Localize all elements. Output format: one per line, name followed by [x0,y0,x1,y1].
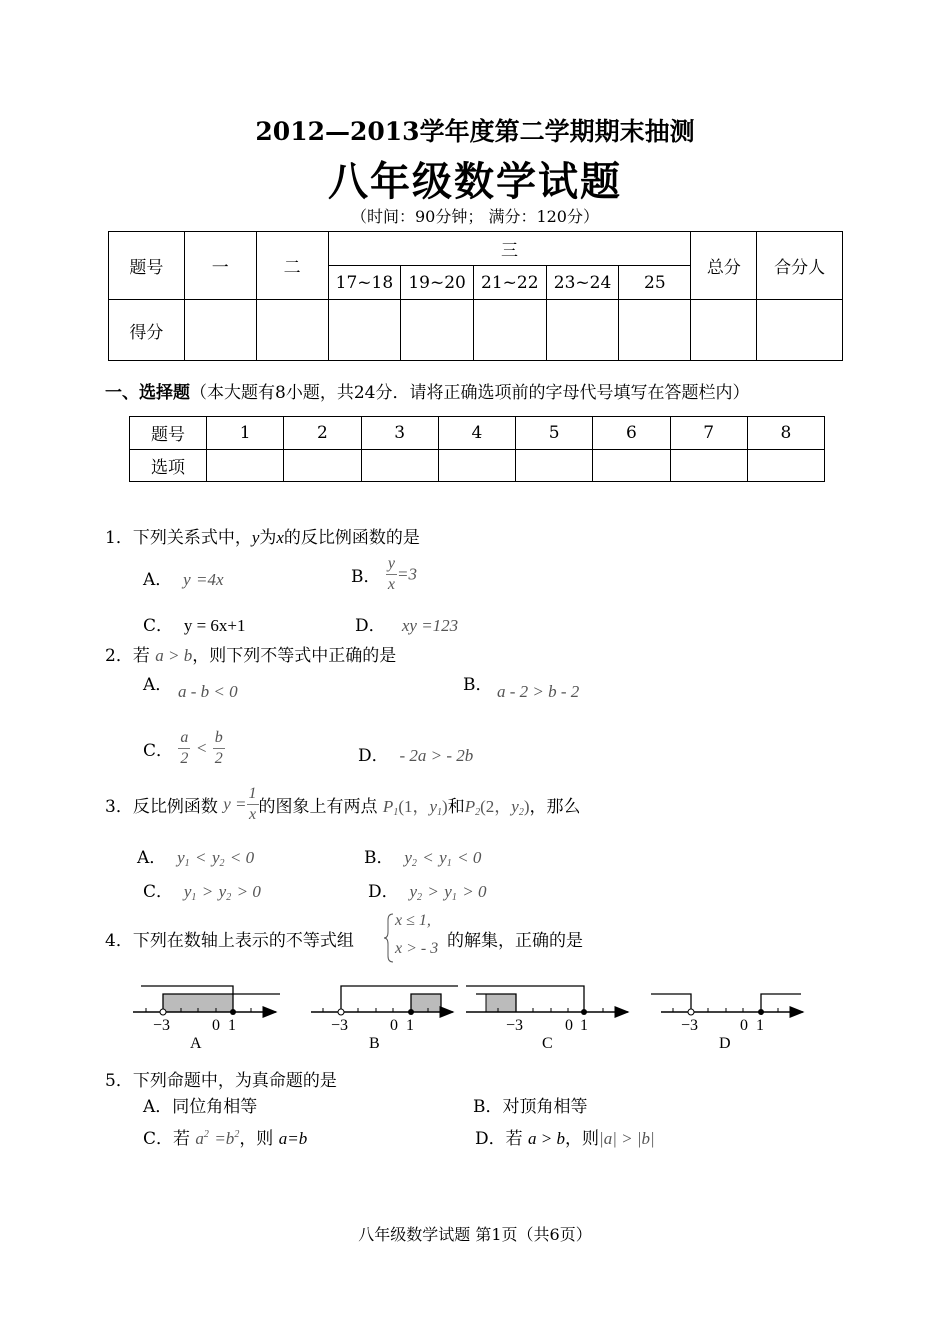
q5-option-d[interactable]: D．若 a > b，则|a| > |b| [475,1129,655,1149]
answer-table [129,416,825,482]
q3-option-b[interactable]: B． $y_2 < y_1 < 0$ [364,848,482,869]
number-line-a[interactable] [133,986,280,1052]
score-cell[interactable] [328,300,401,361]
fraction: $\frac{y}{x}$ [387,555,396,593]
answer-number: 3 [361,417,438,450]
tick-label: 1 [228,1017,236,1034]
q1-option-d[interactable]: D． xy =123 [355,616,459,636]
question-5-stem: 5．下列命题中，为真命题的是 [105,1071,337,1091]
score-header-1: 一 [184,232,256,300]
q3-option-c[interactable]: C． $y_1 > y_2 > 0$ [143,882,261,903]
number-lines [0,980,950,1060]
q5-option-c[interactable]: C．若 $a^2 =b^2$，则 a=b [143,1129,308,1149]
score-table [108,231,843,361]
question-2-stem: 2．若 a > b，则下列不等式中正确的是 [105,646,397,666]
answer-header-label: 题号 [130,417,207,450]
score-row-label: 得分 [109,300,185,361]
number-line-c[interactable] [466,986,628,1052]
tick-label: −3 [153,1017,171,1034]
exam-year-title: 2012—2013学年度第二学期期末抽测 [255,117,695,146]
score-cell[interactable] [619,300,691,361]
score-cell[interactable] [184,300,256,361]
svg-text:1: 1 [406,1017,414,1034]
score-cell[interactable] [691,300,757,361]
section-heading [105,378,749,403]
score-cell[interactable] [757,300,843,361]
score-subheader: 23~24 [546,266,619,300]
q5-option-a[interactable]: A．同位角相等 [143,1097,258,1117]
svg-text:1: 1 [580,1017,588,1034]
tick-label: 0 [212,1017,220,1034]
score-header-2: 二 [256,232,328,300]
svg-text:−3: −3 [506,1017,524,1034]
q5-option-b[interactable]: B．对顶角相等 [473,1097,588,1117]
svg-text:D: D [719,1035,731,1052]
number-line-b[interactable] [311,986,458,1052]
exam-time-info: （时间：90分钟； 满分：120分） [351,207,599,226]
answer-cell[interactable] [516,449,593,482]
section-title: 一、选择题 [105,383,190,403]
answer-cell[interactable] [593,449,670,482]
svg-text:1: 1 [756,1017,764,1034]
q1-option-b[interactable]: B． $\frac{y}{x}$ =3 [351,555,417,593]
answer-number: 5 [516,417,593,450]
answer-cell[interactable] [670,449,747,482]
q1-option-a[interactable]: A． y =4x [143,570,224,590]
q3-option-a[interactable]: A． $y_1 < y_2 < 0$ [137,848,255,869]
q3-option-d[interactable]: D． $y_2 > y_1 > 0$ [368,882,487,903]
question-4-stem-b: 的解集，正确的是 [447,931,583,951]
system-line-1: x ≤ 1, [395,912,431,929]
score-header-total: 总分 [691,232,757,300]
page-footer: 八年级数学试题 第1页（共6页） [358,1225,592,1244]
question-4-stem-a: 4．下列在数轴上表示的不等式组 [105,931,354,951]
answer-cell[interactable] [284,449,361,482]
score-header-checker: 合分人 [757,232,843,300]
svg-text:−3: −3 [681,1017,699,1034]
svg-text:0: 0 [740,1017,748,1034]
question-3-stem: 3．反比例函数 y = $\frac{1}{x}$ 的图象上有两点 $P_1(1$，$y_1$)和$P_2(2$，$y_2$)，那么 [105,785,581,823]
q2-option-a[interactable]: a - b < 0 [178,682,238,701]
score-subheader: 17~18 [328,266,401,300]
system-line-2: x > - 3 [395,940,439,957]
answer-row-label: 选项 [130,449,207,482]
answer-number: 8 [747,417,824,450]
svg-text:−3: −3 [331,1017,349,1034]
score-cell[interactable] [256,300,328,361]
answer-number: 2 [284,417,361,450]
answer-cell[interactable] [361,449,438,482]
score-subheader: 25 [619,266,691,300]
q2-option-d[interactable]: D． - 2a > - 2b [358,746,474,766]
score-header-3: 三 [328,232,691,266]
svg-text:C: C [542,1035,553,1052]
score-cell[interactable] [401,300,474,361]
q2-option-b[interactable]: a - 2 > b - 2 [497,682,580,701]
answer-cell[interactable] [207,449,284,482]
option-label: A [190,1035,202,1052]
exam-subject-title: 八年级数学试题 [328,158,622,205]
score-subheader: 19~20 [401,266,474,300]
score-subheader: 21~22 [473,266,546,300]
question-1-stem: 1．下列关系式中，y为x的反比例函数的是 [105,528,420,548]
score-cell[interactable] [546,300,619,361]
answer-number: 4 [438,417,515,450]
svg-text:0: 0 [565,1017,573,1034]
q2-option-c[interactable]: C． $\frac{a}{2}$ < $\frac{b}{2}$ [143,729,223,767]
answer-number: 6 [593,417,670,450]
q2-option-b-label: B． [463,675,493,695]
answer-cell[interactable] [747,449,824,482]
answer-cell[interactable] [438,449,515,482]
q1-option-c[interactable]: C． y = 6x+1 [143,616,246,636]
section-instructions: （本大题有8小题，共24分．请将正确选项前的字母代号填写在答题栏内） [190,383,750,403]
answer-number: 1 [207,417,284,450]
number-line-d[interactable] [651,994,803,1052]
svg-text:B: B [369,1035,380,1052]
answer-number: 7 [670,417,747,450]
q2-option-a-label: A． [143,675,173,695]
score-cell[interactable] [473,300,546,361]
system-brace [383,912,395,964]
score-header-tihao: 题号 [109,232,185,300]
svg-text:0: 0 [390,1017,398,1034]
